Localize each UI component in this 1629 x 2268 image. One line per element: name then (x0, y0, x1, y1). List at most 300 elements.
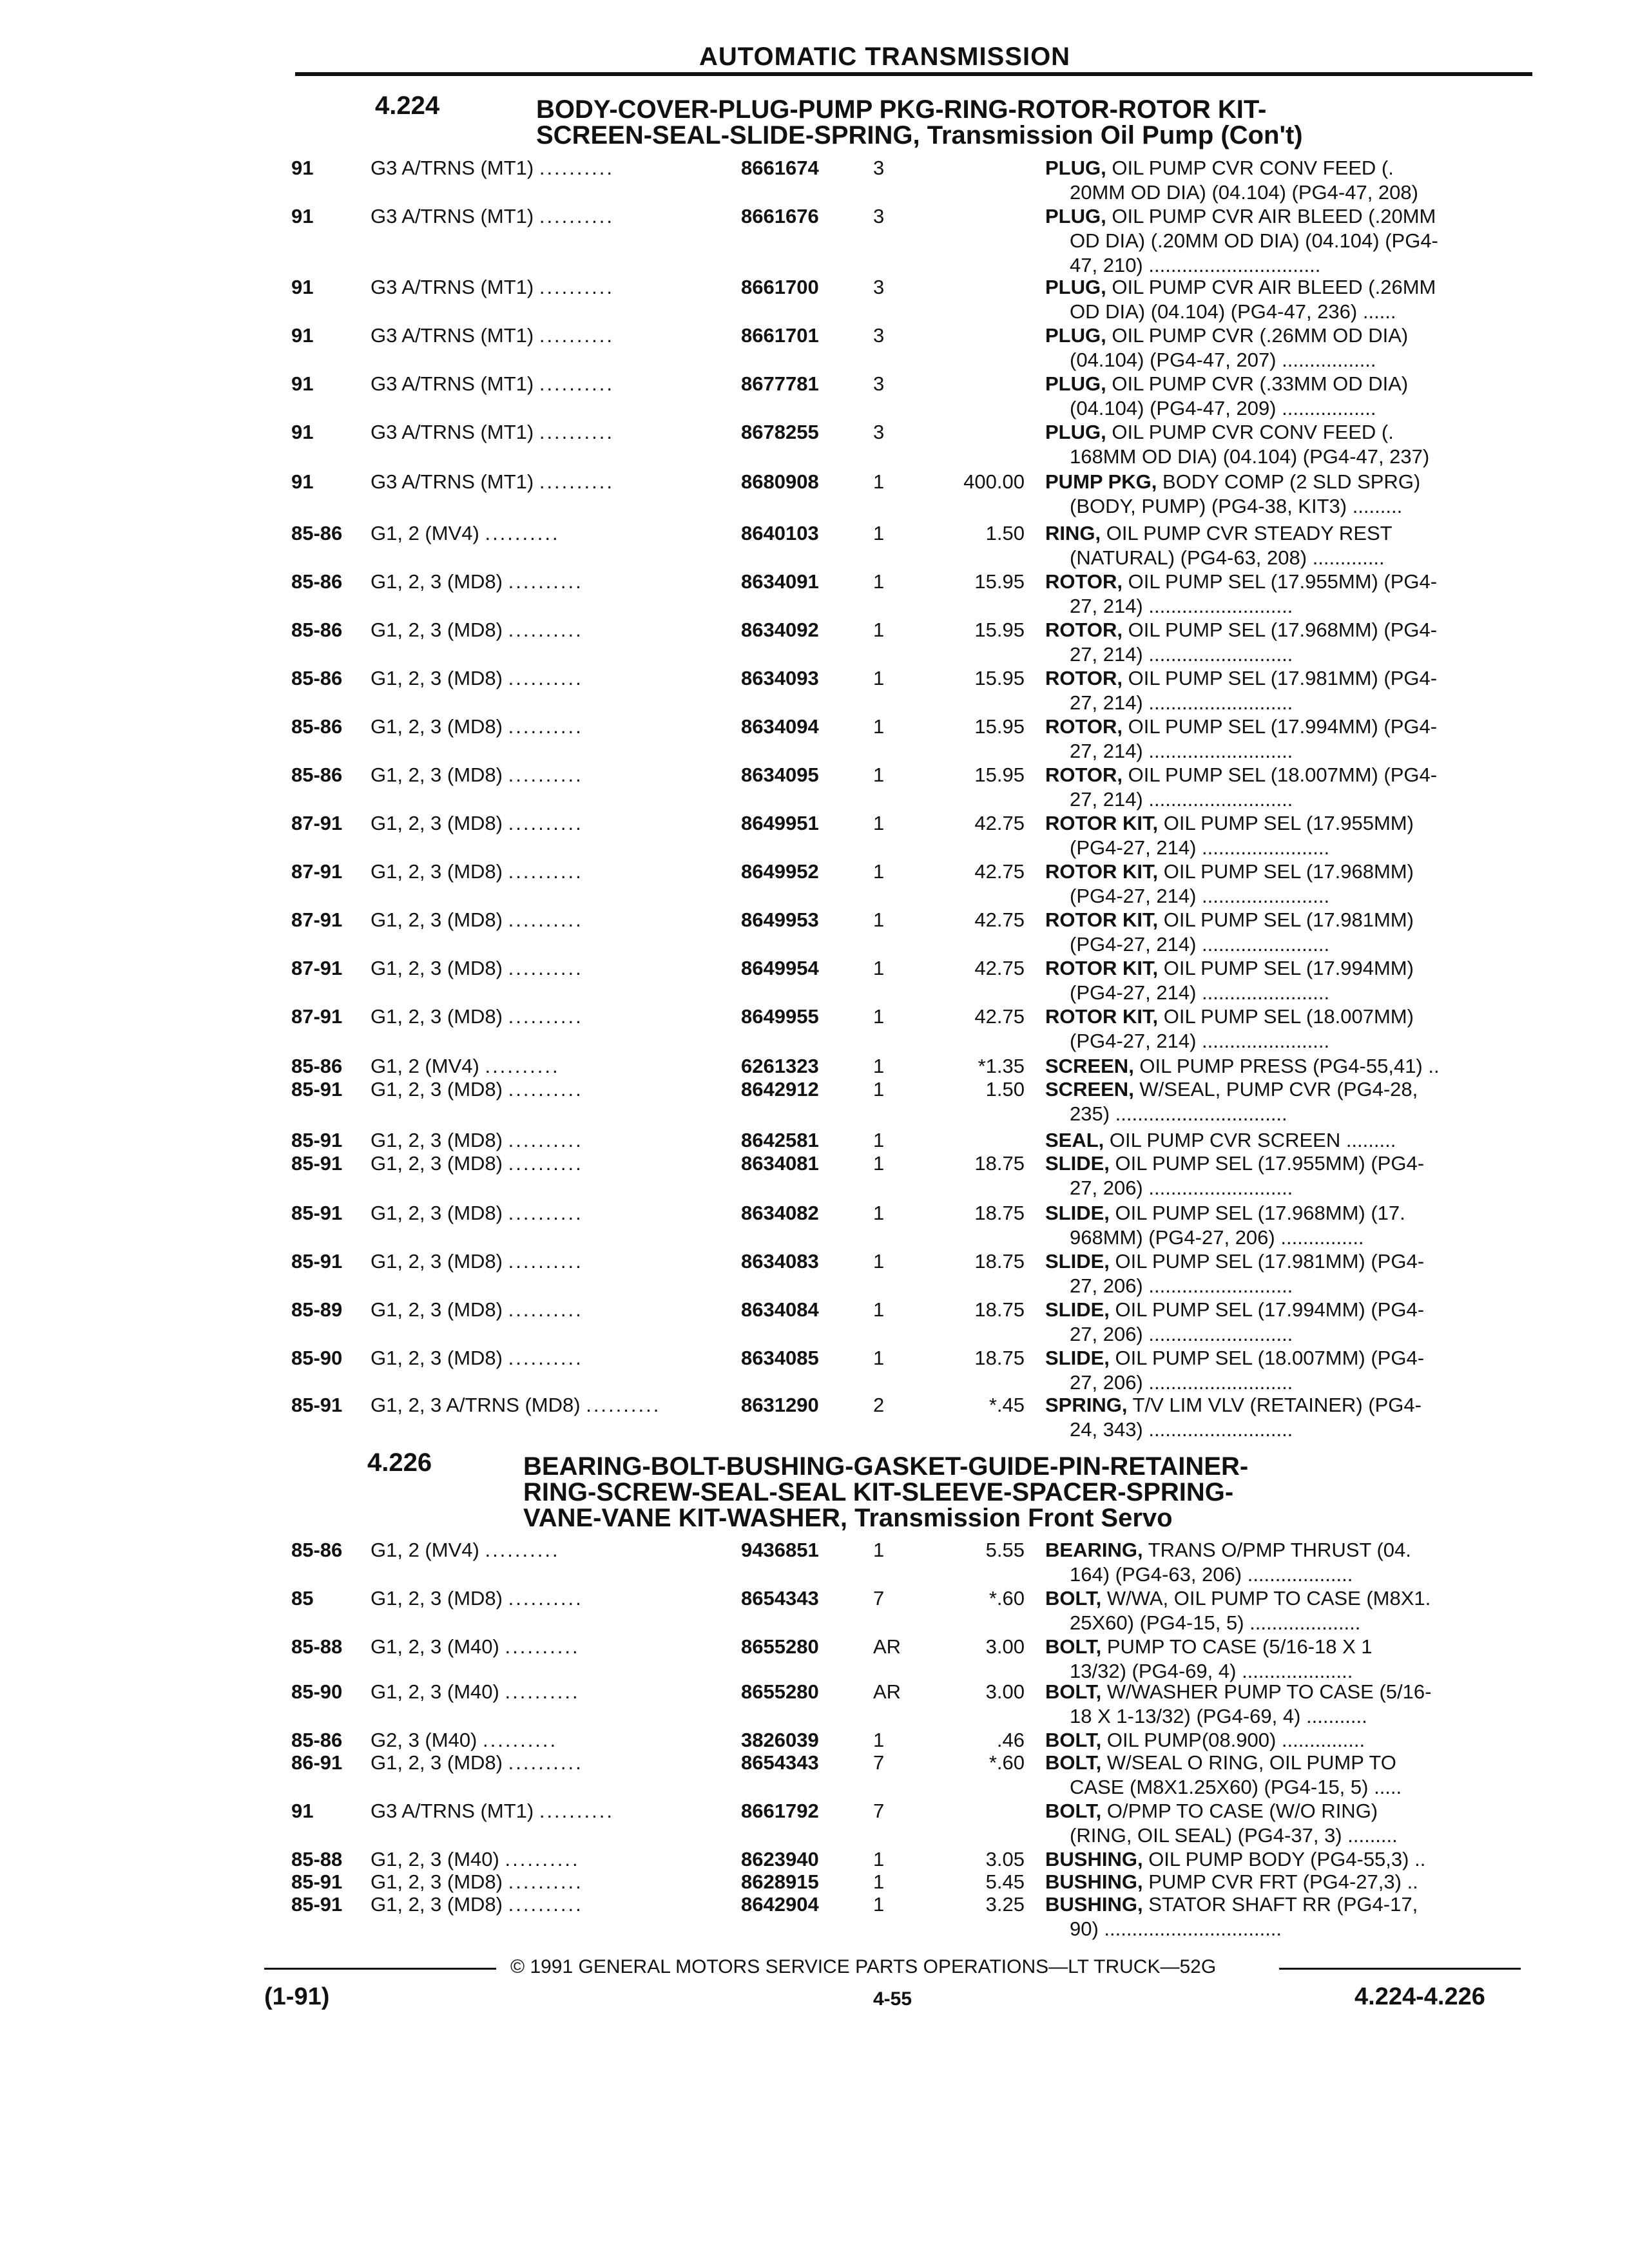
description-line1: SLIDE, OIL PUMP SEL (17.968MM) (17. (1045, 1202, 1405, 1224)
part-number: 8634093 (741, 667, 819, 689)
quantity: 7 (873, 1800, 885, 1822)
model-year: 85-91 (291, 1870, 343, 1893)
part-number: 8642912 (741, 1078, 819, 1100)
description-line1: ROTOR, OIL PUMP SEL (17.968MM) (PG4- (1045, 619, 1438, 641)
part-name: PLUG, (1045, 372, 1106, 395)
model-year: 87-91 (291, 812, 343, 834)
quantity: 1 (873, 1893, 885, 1916)
description-line2: OD DIA) (.20MM OD DIA) (04.104) (PG4- (1070, 229, 1438, 252)
description-line2: 27, 214) .......................... (1070, 643, 1293, 666)
leader-dots: .......... (508, 1298, 583, 1321)
model-year: 85-86 (291, 667, 343, 689)
model-code: G1, 2, 3 (MD8) .......... (371, 1005, 583, 1028)
price: 15.95 (974, 619, 1025, 641)
leader-dots: .......... (508, 908, 583, 931)
model-year: 91 (291, 1800, 314, 1822)
model-code: G1, 2, 3 (MD8) .......... (371, 1202, 583, 1224)
description-line1: ROTOR, OIL PUMP SEL (18.007MM) (PG4- (1045, 764, 1438, 786)
description-line1: SCREEN, W/SEAL, PUMP CVR (PG4-28, (1045, 1078, 1418, 1100)
quantity: 3 (873, 324, 885, 347)
description-line2: 164) (PG4-63, 206) ................... (1070, 1563, 1353, 1586)
model-code: G1, 2, 3 (MD8) .......... (371, 1893, 583, 1916)
quantity: 1 (873, 1055, 885, 1077)
part-name: BUSHING, (1045, 1870, 1143, 1893)
description-line1: PLUG, OIL PUMP CVR CONV FEED (. (1045, 157, 1394, 179)
part-name: PLUG, (1045, 421, 1106, 443)
leader-dots: .......... (586, 1394, 661, 1416)
part-name: SLIDE, (1045, 1347, 1110, 1369)
description-line2: CASE (M8X1.25X60) (PG4-15, 5) ..... (1070, 1776, 1402, 1798)
quantity: 3 (873, 421, 885, 443)
model-year: 85-91 (291, 1152, 343, 1175)
part-name: BUSHING, (1045, 1893, 1143, 1916)
description-line1: SLIDE, OIL PUMP SEL (18.007MM) (PG4- (1045, 1347, 1425, 1369)
model-year: 85-91 (291, 1250, 343, 1273)
table-row (0, 205, 1629, 276)
part-name: ROTOR, (1045, 715, 1123, 738)
model-year: 85-86 (291, 522, 343, 544)
part-name: PUMP PKG, (1045, 470, 1157, 493)
part-number: 8655280 (741, 1635, 819, 1658)
model-code: G1, 2, 3 (MD8) .......... (371, 619, 583, 641)
price: *1.35 (978, 1055, 1025, 1077)
leader-dots: .......... (539, 324, 614, 347)
model-code: G3 A/TRNS (MT1) .......... (371, 470, 614, 493)
model-year: 85-86 (291, 715, 343, 738)
part-number: 8649952 (741, 860, 819, 883)
leader-dots: .......... (505, 1635, 580, 1658)
quantity: 3 (873, 157, 885, 179)
leader-dots: .......... (539, 470, 614, 493)
part-number: 8661701 (741, 324, 819, 347)
model-year: 87-91 (291, 957, 343, 979)
part-number: 8680908 (741, 470, 819, 493)
description-line1: ROTOR KIT, OIL PUMP SEL (17.968MM) (1045, 860, 1414, 883)
model-year: 85-91 (291, 1078, 343, 1100)
description-line2: 27, 214) .......................... (1070, 595, 1293, 617)
model-year: 85-91 (291, 1129, 343, 1151)
price: 18.75 (974, 1202, 1025, 1224)
footer-rule-left (264, 1968, 496, 1970)
part-name: SCREEN, (1045, 1078, 1134, 1100)
leader-dots: .......... (508, 1202, 583, 1224)
header-rule (295, 72, 1532, 76)
quantity: 1 (873, 764, 885, 786)
description-line2: 235) ............................... (1070, 1102, 1287, 1125)
quantity: 3 (873, 205, 885, 227)
part-name: BOLT, (1045, 1751, 1102, 1774)
model-year: 85-88 (291, 1635, 343, 1658)
section-number: 4.224 (375, 91, 440, 120)
quantity: 1 (873, 860, 885, 883)
model-year: 85-90 (291, 1347, 343, 1369)
leader-dots: .......... (508, 1152, 583, 1175)
model-code: G1, 2, 3 (MD8) .......... (371, 667, 583, 689)
description-line2: 968MM) (PG4-27, 206) ............... (1070, 1226, 1364, 1249)
section-title-line1: BEARING-BOLT-BUSHING-GASKET-GUIDE-PIN-RETAINER- (523, 1452, 1249, 1481)
leader-dots: .......... (508, 1078, 583, 1100)
part-number: 8661700 (741, 276, 819, 298)
description-line2: 27, 206) .......................... (1070, 1177, 1293, 1199)
model-code: G3 A/TRNS (MT1) .......... (371, 1800, 614, 1822)
quantity: 7 (873, 1587, 885, 1610)
leader-dots: .......... (508, 764, 583, 786)
table-row (0, 324, 1629, 371)
description-line2: 18 X 1-13/32) (PG4-69, 4) ........... (1070, 1705, 1367, 1727)
description-line1: BUSHING, STATOR SHAFT RR (PG4-17, (1045, 1893, 1418, 1916)
quantity: 2 (873, 1394, 885, 1416)
description-line1: ROTOR KIT, OIL PUMP SEL (17.981MM) (1045, 908, 1414, 931)
model-code: G1, 2, 3 (MD8) .......... (371, 908, 583, 931)
model-code: G3 A/TRNS (MT1) .......... (371, 276, 614, 298)
part-number: 8634083 (741, 1250, 819, 1273)
part-number: 8677781 (741, 372, 819, 395)
part-number: 8628915 (741, 1870, 819, 1893)
part-name: ROTOR KIT, (1045, 1005, 1159, 1028)
footer-date: (1-91) (264, 1983, 330, 2010)
part-name: BOLT, (1045, 1800, 1102, 1822)
quantity: 1 (873, 1870, 885, 1893)
part-number: 8649954 (741, 957, 819, 979)
description-line1: ROTOR, OIL PUMP SEL (17.955MM) (PG4- (1045, 570, 1438, 593)
model-year: 86-91 (291, 1751, 343, 1774)
footer-copyright: © 1991 GENERAL MOTORS SERVICE PARTS OPERATIONS—LT TRUCK—52G (510, 1956, 1217, 1977)
table-row (0, 522, 1629, 569)
table-row (0, 957, 1629, 1004)
part-number: 8649951 (741, 812, 819, 834)
description-line2: (NATURAL) (PG4-63, 208) ............. (1070, 546, 1385, 569)
model-year: 85-89 (291, 1298, 343, 1321)
model-year: 85-91 (291, 1394, 343, 1416)
price: *.45 (988, 1394, 1025, 1416)
description-line1: SEAL, OIL PUMP CVR SCREEN ......... (1045, 1129, 1396, 1151)
leader-dots: .......... (508, 1587, 583, 1610)
table-row (0, 1129, 1629, 1155)
table-row (0, 908, 1629, 956)
description-line2: (RING, OIL SEAL) (PG4-37, 3) ......... (1070, 1824, 1398, 1847)
model-year: 91 (291, 157, 314, 179)
leader-dots: .......... (508, 1870, 583, 1893)
model-code: G1, 2, 3 (M40) .......... (371, 1848, 580, 1870)
footer-rule-right (1279, 1968, 1521, 1970)
price: 42.75 (974, 957, 1025, 979)
part-number: 8661792 (741, 1800, 819, 1822)
quantity: 1 (873, 1848, 885, 1870)
table-row (0, 764, 1629, 811)
section-title-line1: BODY-COVER-PLUG-PUMP PKG-RING-ROTOR-ROTOR KIT- (536, 95, 1267, 124)
leader-dots: .......... (508, 860, 583, 883)
leader-dots: .......... (505, 1848, 580, 1870)
description-line1: BOLT, PUMP TO CASE (5/16-18 X 1 (1045, 1635, 1373, 1658)
quantity: 3 (873, 372, 885, 395)
leader-dots: .......... (508, 715, 583, 738)
model-code: G1, 2, 3 (MD8) .......... (371, 570, 583, 593)
leader-dots: .......... (508, 1250, 583, 1273)
price: 400.00 (963, 470, 1025, 493)
part-number: 8634094 (741, 715, 819, 738)
table-row (0, 1635, 1629, 1682)
model-year: 91 (291, 205, 314, 227)
model-year: 87-91 (291, 908, 343, 931)
part-name: SLIDE, (1045, 1202, 1110, 1224)
model-code: G1, 2, 3 (MD8) .......... (371, 1870, 583, 1893)
quantity: 1 (873, 1005, 885, 1028)
price: 18.75 (974, 1298, 1025, 1321)
part-number: 3826039 (741, 1729, 819, 1751)
description-line2: 24, 343) .......................... (1070, 1418, 1293, 1441)
description-line2: 90) ................................ (1070, 1917, 1282, 1940)
table-row (0, 1005, 1629, 1052)
model-code: G3 A/TRNS (MT1) .......... (371, 205, 614, 227)
model-year: 85-86 (291, 570, 343, 593)
model-code: G3 A/TRNS (MT1) .......... (371, 421, 614, 443)
part-name: ROTOR KIT, (1045, 957, 1159, 979)
table-row (0, 276, 1629, 323)
part-name: PLUG, (1045, 157, 1106, 179)
part-number: 8649953 (741, 908, 819, 931)
model-code: G1, 2, 3 (MD8) .......... (371, 1152, 583, 1175)
quantity: 1 (873, 812, 885, 834)
part-number: 8634091 (741, 570, 819, 593)
price: 3.05 (985, 1848, 1025, 1870)
price: 3.25 (985, 1893, 1025, 1916)
description-line1: BOLT, OIL PUMP(08.900) ............... (1045, 1729, 1365, 1751)
table-row (0, 1202, 1629, 1249)
quantity: 1 (873, 908, 885, 931)
model-code: G1, 2, 3 (M40) .......... (371, 1680, 580, 1703)
price: 5.45 (985, 1870, 1025, 1893)
description-line1: BUSHING, PUMP CVR FRT (PG4-27,3) .. (1045, 1870, 1418, 1893)
quantity: 1 (873, 1078, 885, 1100)
table-row (0, 470, 1629, 517)
table-row (0, 1078, 1629, 1125)
part-name: SCREEN, (1045, 1055, 1134, 1077)
section-title-line2: SCREEN-SEAL-SLIDE-SPRING, Transmission Oil Pump (Con't) (536, 121, 1303, 149)
description-line2: 168MM OD DIA) (04.104) (PG4-47, 237) (1070, 445, 1430, 468)
model-code: G1, 2, 3 (MD8) .......... (371, 1751, 583, 1774)
model-year: 87-91 (291, 860, 343, 883)
model-code: G3 A/TRNS (MT1) .......... (371, 372, 614, 395)
model-year: 85-86 (291, 1055, 343, 1077)
part-name: PLUG, (1045, 276, 1106, 298)
table-row (0, 715, 1629, 762)
description-line1: SPRING, T/V LIM VLV (RETAINER) (PG4- (1045, 1394, 1422, 1416)
table-row (0, 1347, 1629, 1394)
table-row (0, 1800, 1629, 1847)
price: 3.00 (985, 1680, 1025, 1703)
leader-dots: .......... (539, 157, 614, 179)
model-code: G1, 2, 3 (MD8) .......... (371, 764, 583, 786)
model-year: 87-91 (291, 1005, 343, 1028)
model-code: G3 A/TRNS (MT1) .......... (371, 157, 614, 179)
part-name: ROTOR, (1045, 667, 1123, 689)
price: 18.75 (974, 1347, 1025, 1369)
description-line1: BOLT, O/PMP TO CASE (W/O RING) (1045, 1800, 1378, 1822)
price: 15.95 (974, 667, 1025, 689)
part-number: 8661674 (741, 157, 819, 179)
description-line1: ROTOR KIT, OIL PUMP SEL (17.955MM) (1045, 812, 1414, 834)
description-line1: PLUG, OIL PUMP CVR (.33MM OD DIA) (1045, 372, 1409, 395)
description-line2: (PG4-27, 214) ....................... (1070, 933, 1330, 956)
leader-dots: .......... (508, 812, 583, 834)
price: 15.95 (974, 715, 1025, 738)
price: 1.50 (985, 1078, 1025, 1100)
description-line2: (PG4-27, 214) ....................... (1070, 885, 1330, 907)
model-year: 85-88 (291, 1848, 343, 1870)
leader-dots: .......... (508, 1347, 583, 1369)
description-line1: BOLT, W/WA, OIL PUMP TO CASE (M8X1. (1045, 1587, 1431, 1610)
description-line1: ROTOR KIT, OIL PUMP SEL (17.994MM) (1045, 957, 1414, 979)
part-number: 8634084 (741, 1298, 819, 1321)
quantity: 1 (873, 1152, 885, 1175)
leader-dots: .......... (508, 570, 583, 593)
part-name: BOLT, (1045, 1587, 1102, 1610)
footer-page-number: 4-55 (873, 1988, 912, 2010)
part-name: PLUG, (1045, 205, 1106, 227)
leader-dots: .......... (508, 1893, 583, 1916)
part-number: 8649955 (741, 1005, 819, 1028)
part-name: PLUG, (1045, 324, 1106, 347)
model-year: 91 (291, 276, 314, 298)
leader-dots: .......... (505, 1680, 580, 1703)
table-row (0, 1587, 1629, 1634)
table-row (0, 421, 1629, 468)
quantity: 1 (873, 570, 885, 593)
quantity: 1 (873, 1539, 885, 1561)
part-name: ROTOR, (1045, 570, 1123, 593)
part-name: SPRING, (1045, 1394, 1128, 1416)
leader-dots: .......... (508, 1751, 583, 1774)
leader-dots: .......... (485, 1539, 560, 1561)
leader-dots: .......... (483, 1729, 558, 1751)
table-row (0, 1394, 1629, 1441)
part-number: 8661676 (741, 205, 819, 227)
table-row (0, 1680, 1629, 1727)
price: 15.95 (974, 764, 1025, 786)
table-row (0, 372, 1629, 419)
description-line2: (PG4-27, 214) ....................... (1070, 981, 1330, 1004)
model-code: G1, 2, 3 (MD8) .......... (371, 957, 583, 979)
part-name: BOLT, (1045, 1635, 1102, 1658)
quantity: 3 (873, 276, 885, 298)
price: 1.50 (985, 522, 1025, 544)
leader-dots: .......... (508, 619, 583, 641)
part-name: ROTOR KIT, (1045, 812, 1159, 834)
part-name: SLIDE, (1045, 1152, 1110, 1175)
quantity: 7 (873, 1751, 885, 1774)
quantity: 1 (873, 715, 885, 738)
part-number: 8634095 (741, 764, 819, 786)
description-line1: RING, OIL PUMP CVR STEADY REST (1045, 522, 1393, 544)
part-name: SLIDE, (1045, 1250, 1110, 1273)
description-line1: PLUG, OIL PUMP CVR CONV FEED (. (1045, 421, 1394, 443)
description-line1: SLIDE, OIL PUMP SEL (17.955MM) (PG4- (1045, 1152, 1425, 1175)
model-year: 91 (291, 324, 314, 347)
quantity: 1 (873, 1129, 885, 1151)
description-line1: BOLT, W/SEAL O RING, OIL PUMP TO (1045, 1751, 1396, 1774)
leader-dots: .......... (485, 1055, 560, 1077)
model-code: G1, 2, 3 (MD8) .......... (371, 860, 583, 883)
quantity: AR (873, 1680, 901, 1703)
model-code: G1, 2, 3 A/TRNS (MD8) .......... (371, 1394, 661, 1416)
table-row (0, 1055, 1629, 1081)
quantity: 1 (873, 522, 885, 544)
table-row (0, 1893, 1629, 1940)
part-number: 8634082 (741, 1202, 819, 1224)
model-year: 85-86 (291, 764, 343, 786)
model-code: G1, 2 (MV4) .......... (371, 522, 560, 544)
section-title-line3: VANE-VANE KIT-WASHER, Transmission Front Servo (523, 1504, 1173, 1532)
description-line2: 27, 206) .......................... (1070, 1323, 1293, 1345)
part-number: 8634085 (741, 1347, 819, 1369)
table-row (0, 1870, 1629, 1896)
model-year: 85-86 (291, 1729, 343, 1751)
part-number: 8634092 (741, 619, 819, 641)
leader-dots: .......... (508, 667, 583, 689)
description-line1: ROTOR KIT, OIL PUMP SEL (18.007MM) (1045, 1005, 1414, 1028)
description-line1: BUSHING, OIL PUMP BODY (PG4-55,3) .. (1045, 1848, 1426, 1870)
description-line2: (PG4-27, 214) ....................... (1070, 836, 1330, 859)
leader-dots: .......... (508, 1005, 583, 1028)
description-line1: SCREEN, OIL PUMP PRESS (PG4-55,41) .. (1045, 1055, 1440, 1077)
footer-section-range: 4.224-4.226 (1354, 1983, 1485, 2010)
model-year: 85-90 (291, 1680, 343, 1703)
description-line2: 25X60) (PG4-15, 5) .................... (1070, 1611, 1361, 1634)
quantity: 1 (873, 667, 885, 689)
model-code: G1, 2 (MV4) .......... (371, 1539, 560, 1561)
description-line1: PUMP PKG, BODY COMP (2 SLD SPRG) (1045, 470, 1421, 493)
part-name: ROTOR KIT, (1045, 908, 1159, 931)
price: 18.75 (974, 1152, 1025, 1175)
leader-dots: .......... (539, 1800, 614, 1822)
table-row (0, 619, 1629, 666)
part-number: 8655280 (741, 1680, 819, 1703)
description-line2: 27, 214) .......................... (1070, 788, 1293, 811)
description-line1: SLIDE, OIL PUMP SEL (17.994MM) (PG4- (1045, 1298, 1425, 1321)
model-year: 85-91 (291, 1893, 343, 1916)
description-line1: SLIDE, OIL PUMP SEL (17.981MM) (PG4- (1045, 1250, 1425, 1273)
description-line2: 27, 206) .......................... (1070, 1274, 1293, 1297)
description-line2: (04.104) (PG4-47, 207) ................. (1070, 349, 1376, 371)
description-line2: OD DIA) (04.104) (PG4-47, 236) ...... (1070, 300, 1396, 323)
model-code: G1, 2, 3 (MD8) .......... (371, 1129, 583, 1151)
part-name: ROTOR KIT, (1045, 860, 1159, 883)
model-year: 91 (291, 421, 314, 443)
table-row (0, 570, 1629, 617)
part-name: SLIDE, (1045, 1298, 1110, 1321)
leader-dots: .......... (539, 372, 614, 395)
model-code: G1, 2, 3 (MD8) .......... (371, 1298, 583, 1321)
part-number: 8623940 (741, 1848, 819, 1870)
price: 18.75 (974, 1250, 1025, 1273)
model-code: G1, 2, 3 (MD8) .......... (371, 1347, 583, 1369)
model-year: 85 (291, 1587, 314, 1610)
model-code: G1, 2 (MV4) .......... (371, 1055, 560, 1077)
price: 42.75 (974, 812, 1025, 834)
price: 3.00 (985, 1635, 1025, 1658)
part-number: 8634081 (741, 1152, 819, 1175)
part-number: 9436851 (741, 1539, 819, 1561)
model-year: 85-91 (291, 1202, 343, 1224)
quantity: 1 (873, 1729, 885, 1751)
price: 42.75 (974, 908, 1025, 931)
section-number: 4.226 (367, 1448, 432, 1477)
description-line1: PLUG, OIL PUMP CVR (.26MM OD DIA) (1045, 324, 1409, 347)
quantity: 1 (873, 1347, 885, 1369)
part-number: 8678255 (741, 421, 819, 443)
part-number: 8631290 (741, 1394, 819, 1416)
table-row (0, 1539, 1629, 1586)
